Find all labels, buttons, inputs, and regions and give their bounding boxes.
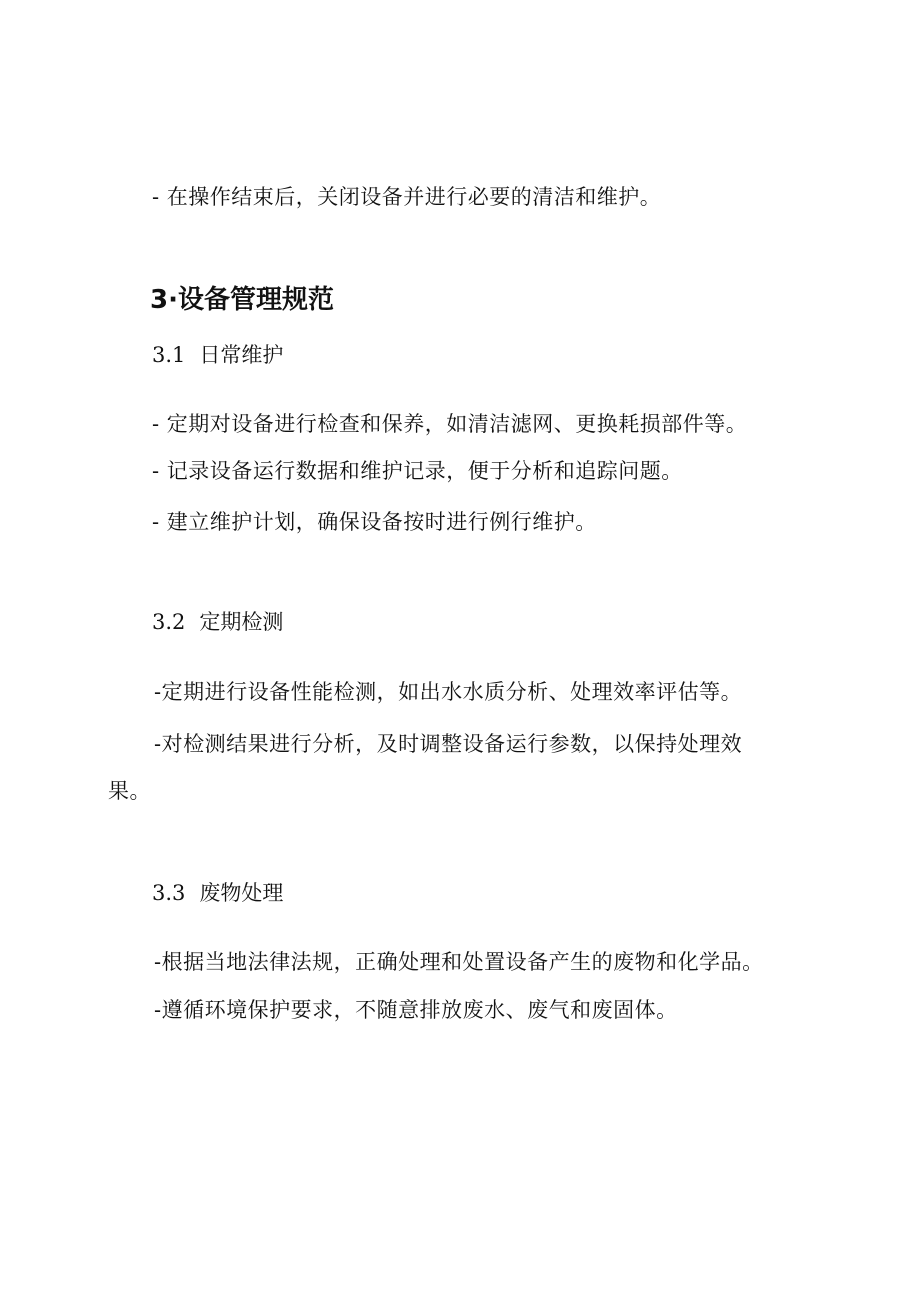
subsection-number: 3.1 (152, 343, 186, 367)
subsection-number: 3.2 (152, 610, 186, 634)
subsection-heading-3-2 (152, 607, 283, 637)
section-heading: 3·设备管理规范 (150, 285, 334, 315)
subsection-number: 3.3 (152, 881, 186, 905)
list-item: - 建立维护计划，确保设备按时进行例行维护。 (152, 510, 597, 534)
subsection-title: 废物处理 (199, 881, 284, 905)
subsection-title: 日常维护 (199, 343, 284, 367)
intro-bullet: - 在操作结束后，关闭设备并进行必要的清洁和维护。 (152, 185, 662, 209)
list-item: -根据当地法律法规，正确处理和处置设备产生的废物和化学品。 (154, 950, 764, 974)
list-item: -定期进行设备性能检测，如出水水质分析、处理效率评估等。 (154, 680, 743, 704)
list-item: -遵循环境保护要求，不随意排放废水、废气和废固体。 (154, 998, 678, 1022)
list-item: - 记录设备运行数据和维护记录，便于分析和追踪问题。 (152, 459, 683, 483)
list-item: -对检测结果进行分析，及时调整设备运行参数，以保持处理效 (154, 732, 743, 756)
subsection-heading-3-1 (152, 340, 283, 370)
subsection-heading-3-3 (152, 878, 283, 908)
subsection-title: 定期检测 (199, 610, 284, 634)
list-item-continuation: 果。 (108, 779, 151, 803)
list-item: - 定期对设备进行检查和保养，如清洁滤网、更换耗损部件等。 (152, 412, 748, 436)
